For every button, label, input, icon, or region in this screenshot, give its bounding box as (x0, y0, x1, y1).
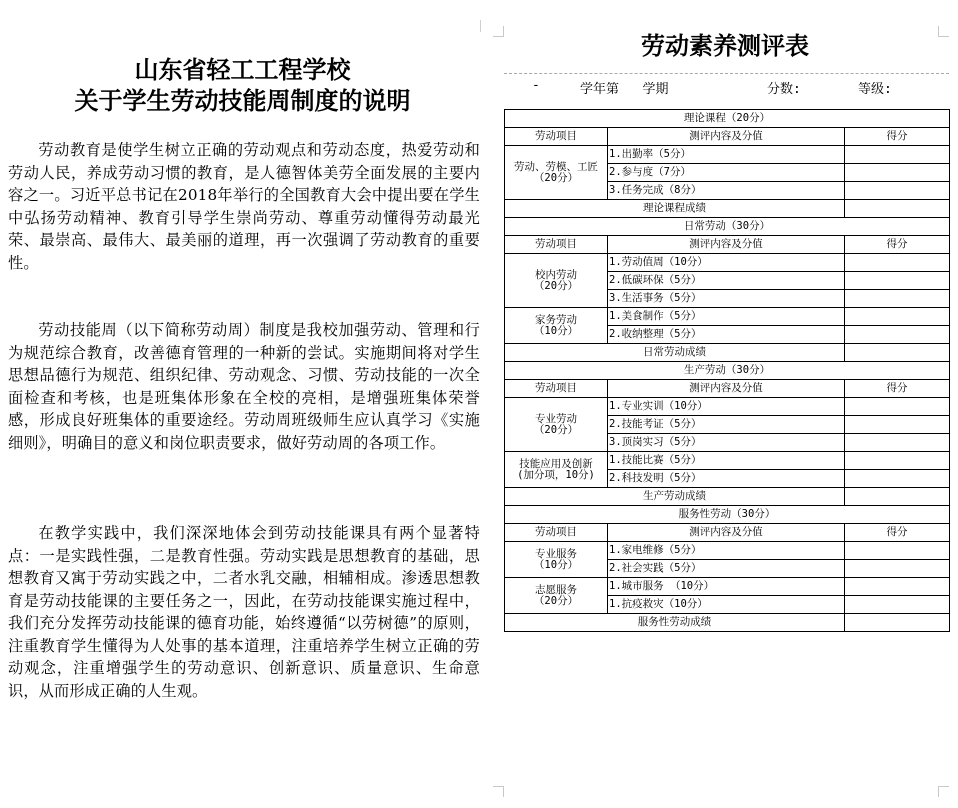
section-total-score[interactable] (845, 344, 950, 362)
section-header: 日常劳动（30分） (505, 218, 950, 236)
item-criterion: 2.收纳整理（5分） (608, 326, 845, 344)
table-row (505, 542, 950, 560)
item-criterion: 2.参与度（7分） (608, 164, 845, 182)
corner-mark-bottom-left (493, 786, 504, 797)
score-cell[interactable] (845, 272, 950, 290)
score-cell[interactable] (845, 560, 950, 578)
meta-separator (504, 73, 949, 74)
score-cell[interactable] (845, 290, 950, 308)
section-header-row (505, 506, 950, 524)
score-cell[interactable] (845, 164, 950, 182)
column-header-content: 测评内容及分值 (608, 524, 845, 542)
score-cell[interactable] (845, 416, 950, 434)
section-total-label: 服务性劳动成绩 (505, 614, 845, 632)
column-header-row (505, 236, 950, 254)
score-cell[interactable] (845, 326, 950, 344)
section-header: 服务性劳动（30分） (505, 506, 950, 524)
section-total-label: 生产劳动成绩 (505, 488, 845, 506)
section-total-row (505, 488, 950, 506)
item-category: 专业劳动 （20分） (505, 398, 608, 452)
score-cell[interactable] (845, 452, 950, 470)
column-header-row (505, 380, 950, 398)
item-criterion: 2.低碳环保（5分） (608, 272, 845, 290)
column-header-item: 劳动项目 (505, 236, 608, 254)
section-header: 生产劳动（30分） (505, 362, 950, 380)
item-criterion: 2.技能考证（5分） (608, 416, 845, 434)
column-header-item: 劳动项目 (505, 380, 608, 398)
item-category: 劳动、劳模、工匠 （20分） (505, 146, 608, 200)
document-title-line1: 山东省轻工工程学校 (134, 55, 351, 84)
document-title-line2: 关于学生劳动技能周制度的说明 (74, 86, 411, 115)
item-criterion: 1.美食制作（5分） (608, 308, 845, 326)
score-cell[interactable] (845, 254, 950, 272)
item-criterion: 1.城市服务 （10分） (608, 578, 845, 596)
meta-score: 分数: (767, 82, 801, 97)
item-category: 志愿服务 （20分） (505, 578, 608, 614)
score-cell[interactable] (845, 470, 950, 488)
section-total-row (505, 200, 950, 218)
score-cell[interactable] (845, 398, 950, 416)
score-cell[interactable] (845, 434, 950, 452)
item-criterion: 3.顶岗实习（5分） (608, 434, 845, 452)
column-header-score: 得分 (845, 380, 950, 398)
table-row (505, 308, 950, 326)
section-header: 理论课程（20分） (505, 110, 950, 128)
section-header-row (505, 362, 950, 380)
paragraph-2: 劳动技能周（以下简称劳动周）制度是我校加强劳动、管理和行为规范综合教育，改善德育管理的一种新的尝试。实施期间将对学生思想品德行为规范、组织纪律、劳动观念、习惯、劳动技能的一次全面检查和考核，也是班集体形象在全校的亮相，是增强班集体荣誉感，形成良好班集体的重要途经。劳动周班级师生应认真学习《实施细则》，明确目的意义和岗位职责要求，做好劳动周的各项工作。 (8, 321, 480, 452)
section-total-score[interactable] (845, 200, 950, 218)
section-total-score[interactable] (845, 488, 950, 506)
item-criterion: 1.抗疫救灾（10分） (608, 596, 845, 614)
column-header-score: 得分 (845, 236, 950, 254)
score-cell[interactable] (845, 578, 950, 596)
section-header-row (505, 110, 950, 128)
meta-term: 学年第 学期 (580, 82, 669, 97)
page-divider-mark (480, 20, 481, 32)
corner-mark-bottom-right (938, 786, 949, 797)
score-cell[interactable] (845, 146, 950, 164)
section-total-score[interactable] (845, 614, 950, 632)
item-category: 技能应用及创新 (加分项，10分) (505, 452, 608, 488)
section-total-row (505, 344, 950, 362)
column-header-content: 测评内容及分值 (608, 236, 845, 254)
table-row (505, 254, 950, 272)
meta-year: - (532, 78, 540, 93)
item-category: 家务劳动 （10分） (505, 308, 608, 344)
table-row (505, 578, 950, 596)
item-criterion: 1.出勤率（5分） (608, 146, 845, 164)
column-header-content: 测评内容及分值 (608, 380, 845, 398)
column-header-score: 得分 (845, 128, 950, 146)
form-title: 劳动素养测评表 (641, 31, 809, 60)
table-row (505, 452, 950, 470)
column-header-item: 劳动项目 (505, 524, 608, 542)
paragraph-3: 在教学实践中，我们深深地体会到劳动技能课具有两个显著特点：一是实践性强，二是教育性强。劳动实践是思想教育的基础，思想教育又寓于劳动实践之中，二者水乳交融，相辅相成。渗透思想教育是劳动技能课的主要任务之一，因此，在劳动技能课实施过程中，我们充分发挥劳动技能课的德育功能，始终遵循“以劳树德”的原则，注重教育学生懂得为人处事的基本道理，注重培养学生树立正确的劳动观念，注重增强学生的劳动意识、创新意识、质量意识、生命意识，从而形成正确的人生观。 (8, 524, 480, 700)
meta-grade: 等级: (858, 82, 892, 97)
section-header-row (505, 218, 950, 236)
column-header-item: 劳动项目 (505, 128, 608, 146)
item-criterion: 2.社会实践（5分） (608, 560, 845, 578)
column-header-content: 测评内容及分值 (608, 128, 845, 146)
table-row (505, 398, 950, 416)
assessment-table (504, 109, 950, 632)
item-criterion: 1.劳动值周（10分） (608, 254, 845, 272)
column-header-row (505, 524, 950, 542)
item-category: 校内劳动 （20分） (505, 254, 608, 308)
score-cell[interactable] (845, 182, 950, 200)
item-criterion: 3.任务完成（8分） (608, 182, 845, 200)
item-criterion: 2.科技发明（5分） (608, 470, 845, 488)
score-cell[interactable] (845, 542, 950, 560)
score-cell[interactable] (845, 308, 950, 326)
column-header-row (505, 128, 950, 146)
item-criterion: 1.专业实训（10分） (608, 398, 845, 416)
item-criterion: 3.生活事务（5分） (608, 290, 845, 308)
column-header-score: 得分 (845, 524, 950, 542)
section-total-row (505, 614, 950, 632)
section-total-label: 理论课程成绩 (505, 200, 845, 218)
table-row (505, 146, 950, 164)
paragraph-1: 劳动教育是使学生树立正确的劳动观点和劳动态度，热爱劳动和劳动人民，养成劳动习惯的教育，是人德智体美劳全面发展的主要内容之一。习近平总书记在2018年举行的全国教育大会中提出要在学生中弘扬劳动精神、教育引导学生崇尚劳动、尊重劳动懂得劳动最光荣、最崇高、最伟大、最美丽的道理，再一次强调了劳动教育的重要性。 (8, 141, 480, 272)
item-category: 专业服务 （10分） (505, 542, 608, 578)
section-total-label: 日常劳动成绩 (505, 344, 845, 362)
score-cell[interactable] (845, 596, 950, 614)
item-criterion: 1.技能比赛（5分） (608, 452, 845, 470)
item-criterion: 1.家电维修（5分） (608, 542, 845, 560)
